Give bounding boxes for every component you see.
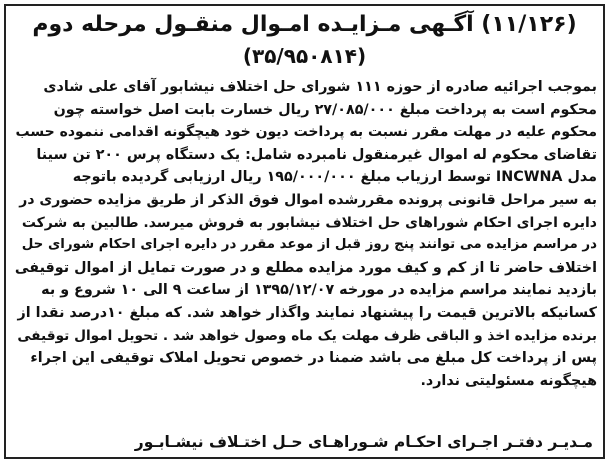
notice-code: (۳۵/۹۵۰۸۱۴) [242, 44, 367, 68]
body-line: دایره اجرای احکام شوراهای حل اختلاف نیشابور به فروش میرسد. طالبین به شرکت [21, 214, 597, 231]
body-line: مدل INCWNA توسط ارزیاب مبلغ ۱۹۵/۰۰۰/۰۰۰ ریال ارزیابی گردیده باتوجه [72, 169, 597, 186]
notice-body [12, 76, 597, 392]
body-line: در مراسم مزایده می توانند پنج روز قبل از موعد مقرر در دایره اجرای احکام شورای حل [21, 237, 597, 253]
body-line: تقاضای محکوم له اموال غیرمنقول نامبرده شامل: یک دستگاه پرس ۲۰۰ تن سینا [36, 146, 597, 163]
body-line: بازدید نمایند مراسم مزایده در مورخه ۱۳۹۵/۱۲/۰۷ از ساعت ۹ الی ۱۰ شروع و به [41, 282, 597, 299]
body-line: محکوم علیه در مهلت مقرر نسبت به پرداخت دیون خود هیچگونه اقدامی ننموده حسب [15, 124, 597, 141]
body-line: اختلاف حاضر تا از کم و کیف مورد مزایده مطلع و در صورت تمایل از اموال توقیفی [14, 259, 597, 276]
body-line: برنده مزایده اخذ و الباقی ظرف مهلت یک ماه وصول خواهد شد . تحویل اموال توقیفی [17, 327, 597, 344]
body-line: پس از پرداخت کل مبلغ می باشد ضمنا در خصوص تحویل املاک توقیفی این اجراء [30, 350, 597, 367]
body-line: به سیر مراحل قانونی پرونده مقررشده اموال فوق الذکر از طریق مزایده حضوری در [19, 191, 597, 208]
signature-line: مـدیـر دفتـر اجـرای احکـام شـوراهـای حـل اختـلاف نیشـابـور [134, 433, 593, 451]
body-line: هیچگونه مسئولیتی ندارد. [420, 372, 597, 389]
body-line: کسانیکه بالاترین قیمت را پیشنهاد نمایند واگذار خواهد شد. که مبلغ ۱۰درصد نقدا از [17, 304, 597, 321]
auction-notice [4, 4, 605, 459]
body-line: محکوم است به پرداخت مبلغ ۲۷/۰۸۵/۰۰۰ ریال خسارت بابت اصل خواسته چون [53, 101, 597, 118]
body-line: بموجب اجرائیه صادره از حوزه ۱۱۱ شورای حل اختلاف نیشابور آقای علی شادی [43, 79, 597, 95]
notice-title: (۱۱/۱۲۶) آگـهی مـزایـده امـوال منقـول مرحله دوم [32, 12, 577, 37]
